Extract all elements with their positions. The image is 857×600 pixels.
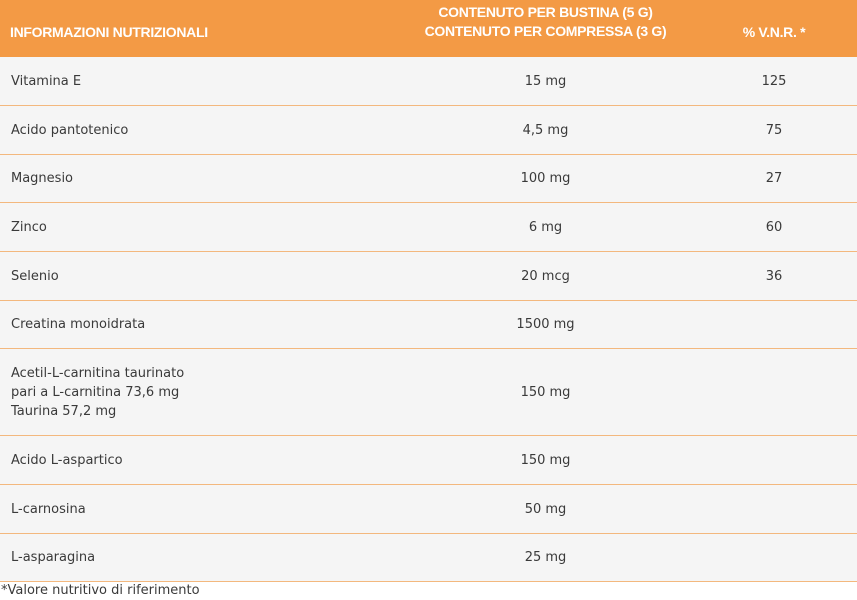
table-row [0,203,857,252]
nutrient-name [0,106,400,154]
nutrient-amount: 15 mg [524,73,567,89]
nutrient-name-line: L-asparagina [11,550,96,565]
nutrient-name-line: Acetil-L-carnitina taurinato [11,365,185,381]
nutrient-amount: 150 mg [520,384,571,400]
table-row [0,485,857,534]
nutrient-name-line: Acido pantotenico [11,122,129,138]
nutrient-name-line: Acido L-aspartico [11,452,123,468]
nutrient-amount: 50 mg [524,501,567,517]
nutrient-name-line: Zinco [11,219,47,235]
table-row [0,349,857,436]
nutrient-vnr: 60 [765,219,783,235]
nutrient-name [0,534,400,581]
nutrient-name [0,203,400,251]
nutrient-name-line: pari a L-carnitina 73,6 mg [11,384,180,400]
table-row [0,534,857,582]
nutrient-name-line: Taurina 57,2 mg [11,403,117,419]
nutrient-vnr [691,485,857,533]
table-header [0,0,857,57]
footnote: *Valore nutritivo di riferimento [1,583,200,598]
nutrient-vnr [691,301,857,348]
nutrient-vnr: 36 [765,268,783,284]
nutrient-name [0,301,400,348]
nutrient-name-line: Selenio [11,268,59,284]
nutrient-amount: 6 mg [528,219,563,235]
nutrient-name [0,57,400,105]
header-content-per-sachet: CONTENUTO PER BUSTINA (5 G) [438,3,653,20]
nutrient-vnr [691,534,857,581]
nutrient-amount: 1500 mg [516,317,575,332]
nutrient-name-line: Creatina monoidrata [11,317,146,332]
table-row [0,301,857,349]
table-row [0,57,857,106]
header-nutritional-info: INFORMAZIONI NUTRIZIONALI [10,23,208,40]
table-row [0,155,857,203]
nutrient-vnr: 75 [765,122,783,138]
nutrient-amount: 100 mg [520,171,571,186]
nutrient-name [0,485,400,533]
nutrient-amount: 25 mg [524,550,567,565]
nutrient-vnr [691,349,857,435]
nutrient-name-line: Magnesio [11,171,74,186]
nutrient-vnr [691,436,857,484]
header-content-per-tablet: CONTENUTO PER COMPRESSA (3 G) [424,22,667,39]
header-vnr: % V.N.R. * [742,23,806,40]
table-row [0,252,857,301]
nutrient-name [0,155,400,202]
table-body [0,57,857,582]
nutrient-name [0,436,400,484]
nutrient-vnr: 125 [761,73,787,89]
nutrient-name-line: L-carnosina [11,501,86,517]
nutrient-name-line: Vitamina E [11,73,82,89]
nutrient-amount: 20 mcg [521,268,570,284]
header-content-per-serving [400,0,691,57]
nutrient-name [0,349,400,435]
nutrient-name [0,252,400,300]
nutrient-amount: 150 mg [520,452,571,468]
table-row [0,106,857,155]
table-row [0,436,857,485]
nutrient-vnr: 27 [765,171,783,186]
nutrient-amount: 4,5 mg [522,122,569,138]
